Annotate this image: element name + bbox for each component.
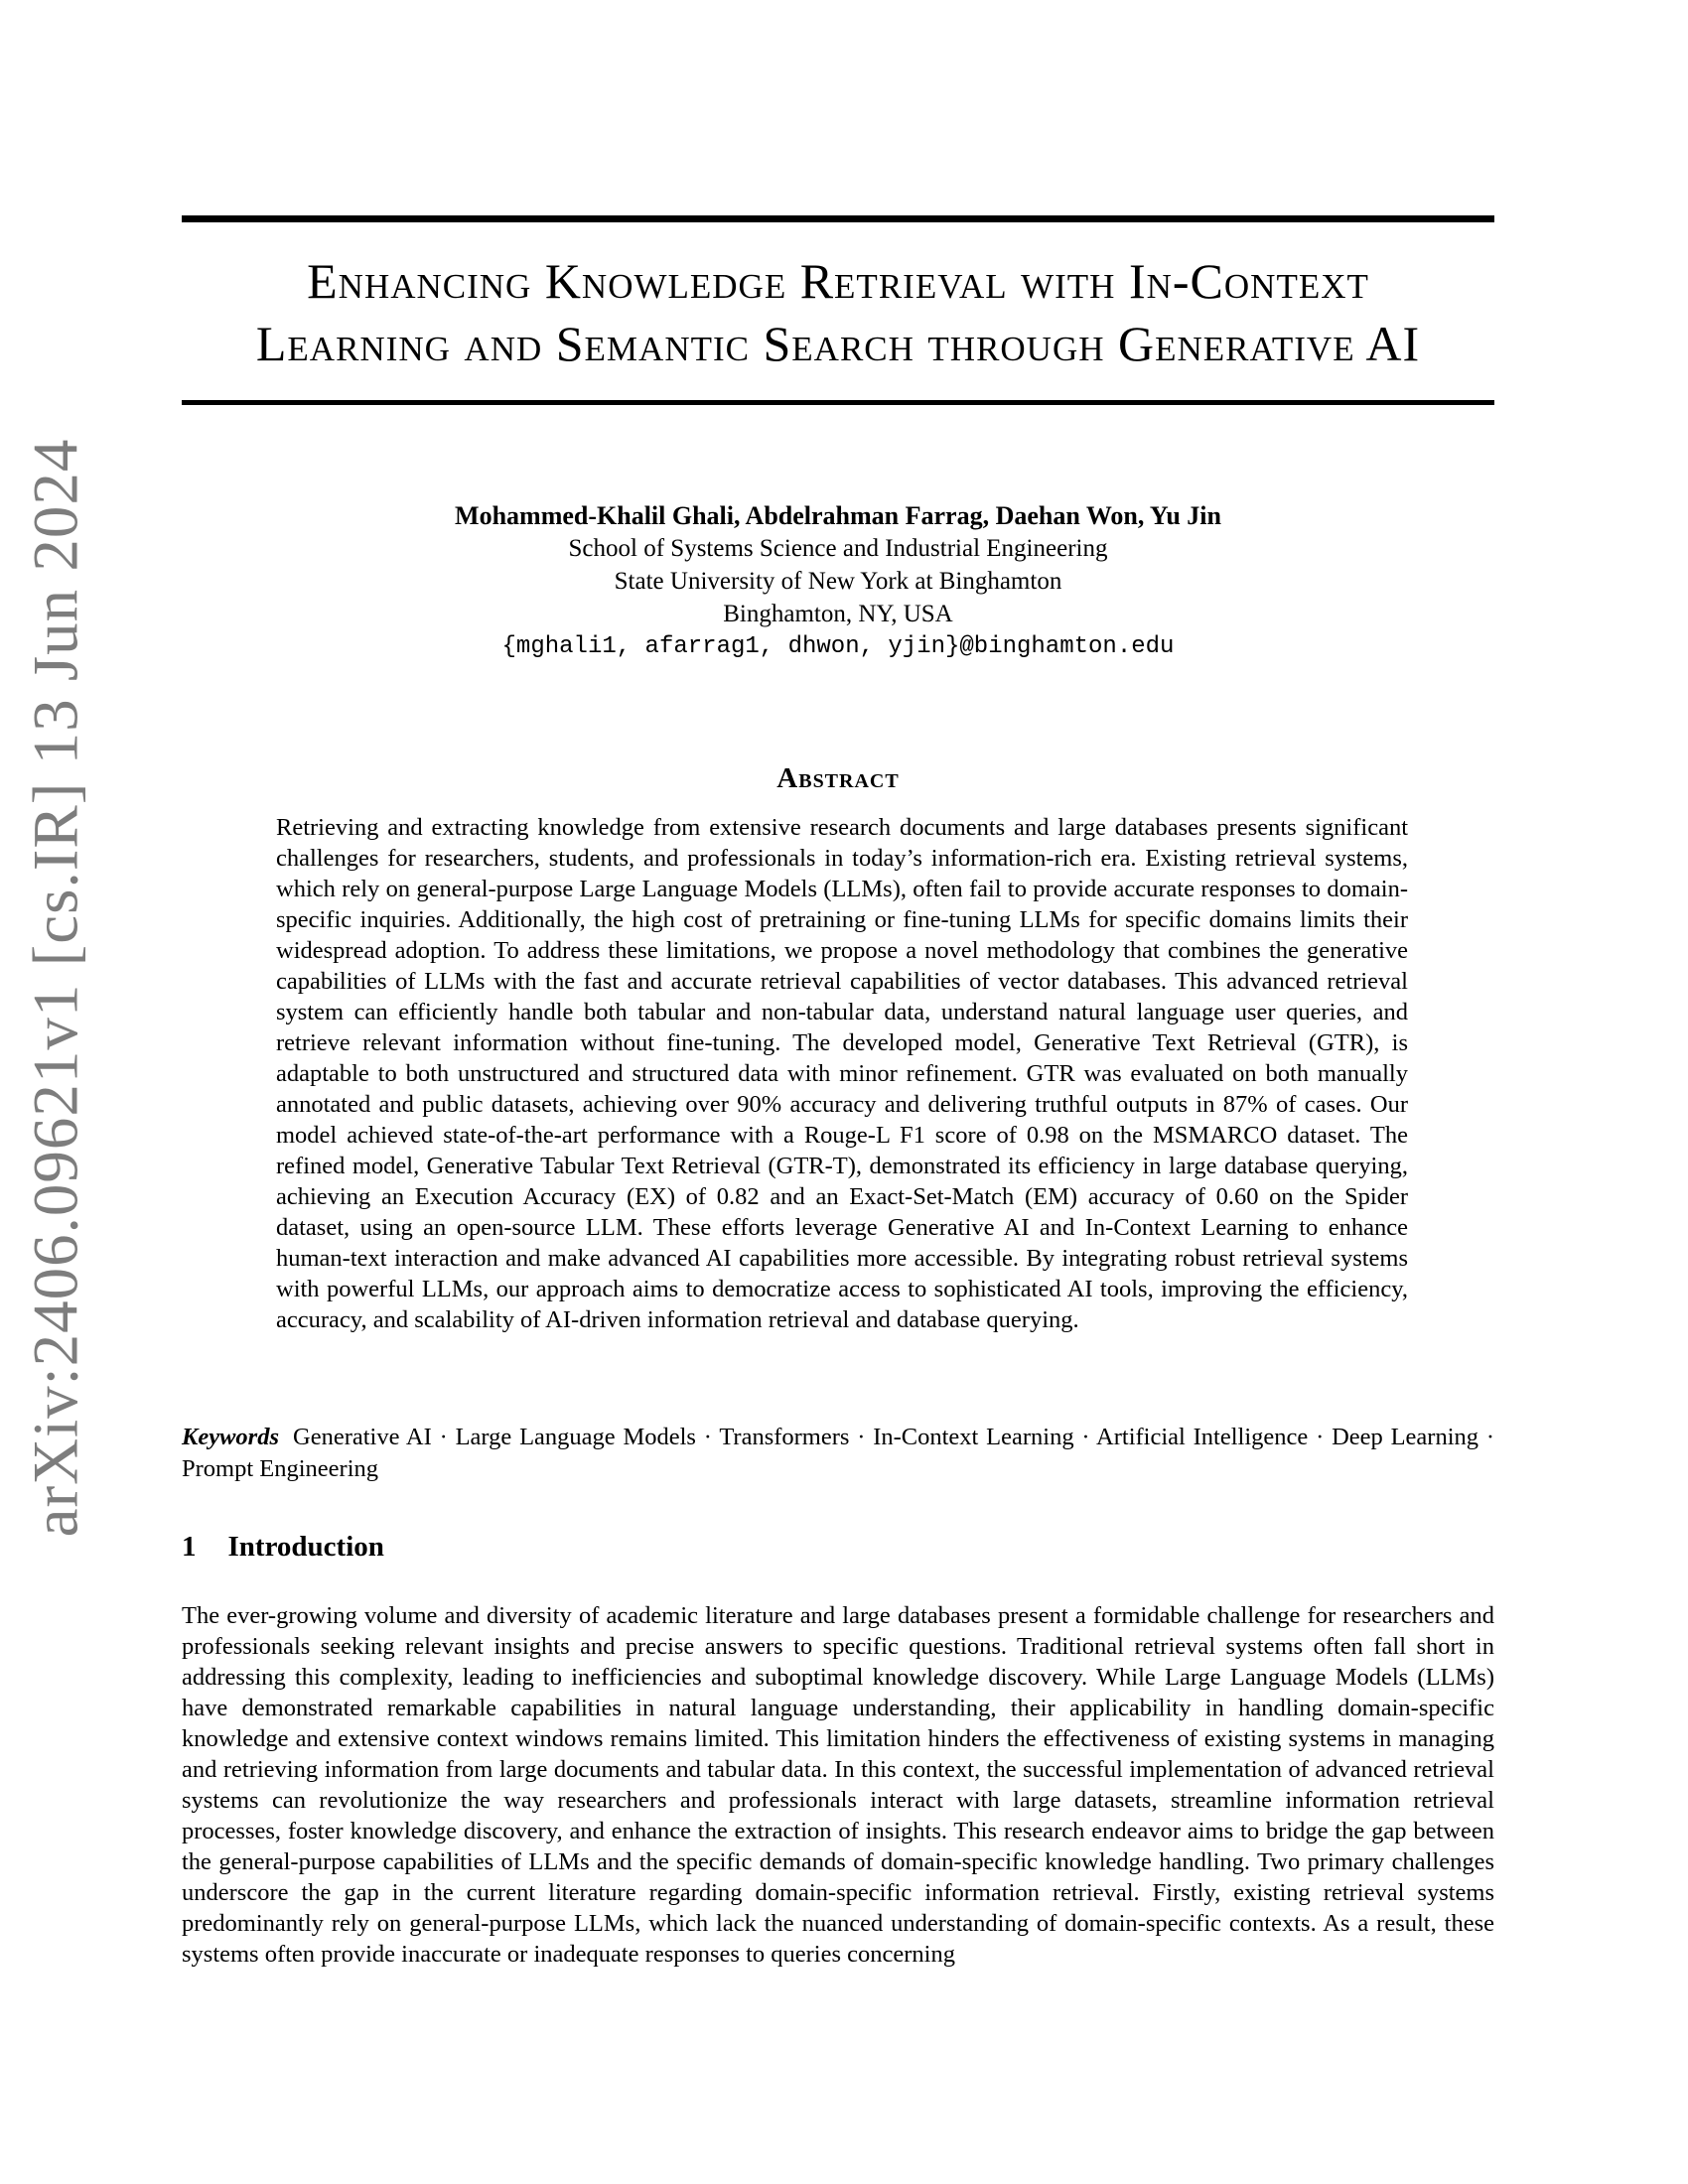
author-emails: {mghali1, afarrag1, dhwon, yjin}@binghamton.edu	[501, 633, 1175, 660]
affiliation-city: Binghamton, NY, USA	[723, 601, 953, 627]
title-rule	[182, 400, 1494, 405]
section-number: 1	[182, 1531, 197, 1563]
keywords-list: Generative AI · Large Language Models · Transformers · In-Context Learning · Artificial Intelligence · Deep Learning · Prompt Engineering	[182, 1424, 1494, 1482]
affiliation-school: School of Systems Science and Industrial Engineering	[568, 535, 1108, 562]
section-1-heading	[182, 1531, 1494, 1564]
keywords-block	[182, 1422, 1494, 1485]
arxiv-watermark: arXiv:2406.09621v1 [cs.IR] 13 Jun 2024	[20, 438, 92, 1538]
author-names: Mohammed-Khalil Ghali, Abdelrahman Farrag, Daehan Won, Yu Jin	[455, 501, 1221, 530]
abstract-text: Retrieving and extracting knowledge from extensive research documents and large databases presents significant challenges for researchers, students, and professionals in today’s information-rich era. Existing retrieval systems, which rely on general-purpose Large Language Models (LLMs), often fail to provide accurate responses to domain-specific inquiries. Additionally, the high cost of pretraining or fine-tuning LLMs for specific domains limits their widespread adoption. To address these limitations, we propose a novel methodology that combines the generative capabilities of LLMs with the fast and accurate retrieval capabilities of vector databases. This advanced retrieval system can efficiently handle both tabular and non-tabular data, understand natural language user queries, and retrieve relevant information without fine-tuning. The developed model, Generative Text Retrieval (GTR), is adaptable to both unstructured and structured data with minor refinement. GTR was evaluated on both manually annotated and public datasets, achieving over 90% accuracy and delivering truthful outputs in 87% of cases. Our model achieved state-of-the-art performance with a Rouge-L F1 score of 0.98 on the MSMARCO dataset. The refined model, Generative Tabular Text Retrieval (GTR-T), demonstrated its efficiency in large database querying, achieving an Execution Accuracy (EX) of 0.82 and an Exact-Set-Match (EM) accuracy of 0.60 on the Spider dataset, using an open-source LLM. These efforts leverage Generative AI and In-Context Learning to enhance human-text interaction and make advanced AI capabilities more accessible. By integrating robust retrieval systems with powerful LLMs, our approach aims to democratize access to sophisticated AI tools, improving the efficiency, accuracy, and scalability of AI-driven information retrieval and database querying.	[276, 814, 1408, 1333]
authors-block	[182, 499, 1494, 663]
affiliation-university: State University of New York at Binghamton	[614, 568, 1062, 595]
paper-title-line-2: Learning and Semantic Search through Generative AI	[255, 316, 1421, 371]
paper-title	[182, 250, 1494, 375]
top-rule	[182, 215, 1494, 222]
keywords-label: Keywords	[182, 1424, 279, 1450]
abstract-heading: Abstract	[776, 762, 900, 794]
paper-title-line-1: Enhancing Knowledge Retrieval with In-Context	[307, 253, 1369, 309]
section-title: Introduction	[227, 1531, 384, 1563]
intro-paragraph: The ever-growing volume and diversity of academic literature and large databases present a formidable challenge for researchers and professionals seeking relevant insights and precise answers to specific questions. Traditional retrieval systems often fall short in addressing this complexity, leading to inefficiencies and suboptimal knowledge discovery. While Large Language Models (LLMs) have demonstrated remarkable capabilities in natural language understanding, their applicability in handling domain-specific knowledge and extensive context windows remains limited. This limitation hinders the effectiveness of existing systems in managing and retrieving information from large documents and tabular data. In this context, the successful implementation of advanced retrieval systems can revolutionize the way researchers and professionals interact with large datasets, streamline information retrieval processes, foster knowledge discovery, and enhance the extraction of insights. This research endeavor aims to bridge the gap between the general-purpose capabilities of LLMs and the specific demands of domain-specific knowledge handling. Two primary challenges underscore the gap in the current literature regarding domain-specific information retrieval. Firstly, existing retrieval systems predominantly rely on general-purpose LLMs, which lack the nuanced understanding of domain-specific contexts. As a result, these systems often provide inaccurate or inadequate responses to queries concerning	[182, 1602, 1494, 1968]
